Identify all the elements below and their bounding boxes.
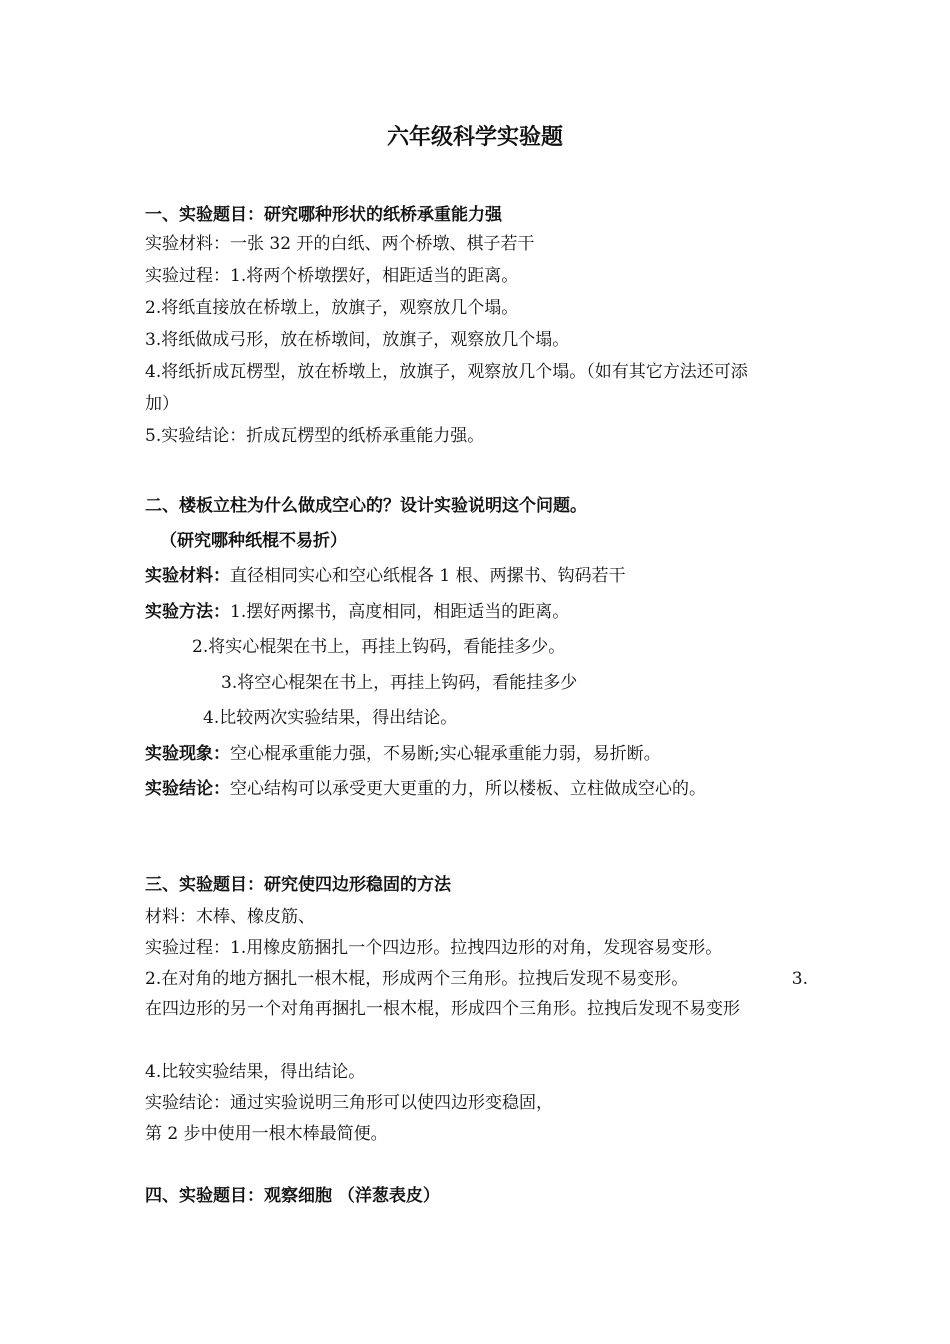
section-3-process: 实验过程：1.用橡皮筋捆扎一个四边形。拉拽四边形的对角，发现容易变形。	[145, 938, 723, 958]
section-1-materials: 实验材料：一张 32 开的白纸、两个桥墩、棋子若干	[145, 234, 535, 254]
section-3-step-4: 4.比较实验结果，得出结论。	[145, 1062, 366, 1082]
section-1-step-2: 2.将纸直接放在桥墩上，放旗子，观察放几个塌。	[145, 298, 519, 318]
section-2-subheading: （研究哪种纸棍不易折）	[160, 531, 347, 551]
method-label: 实验方法：	[145, 602, 230, 622]
section-1-heading: 一、实验题目：研究哪种形状的纸桥承重能力强	[145, 205, 502, 225]
section-1-step-4-cont: 加）	[145, 394, 179, 414]
section-2-conclusion	[145, 777, 706, 801]
section-3-step-3-number: 3.	[791, 969, 808, 989]
section-2-heading: 二、楼板立柱为什么做成空心的？设计实验说明这个问题。	[145, 496, 587, 516]
section-2-materials	[145, 564, 626, 588]
section-3-step-2	[145, 967, 808, 991]
section-1-step-5: 5.实验结论：折成瓦楞型的纸桥承重能力强。	[145, 426, 485, 446]
section-2-method	[145, 600, 569, 624]
conclusion-text: 空心结构可以承受更大更重的力，所以楼板、立柱做成空心的。	[230, 779, 706, 799]
section-2-phenomenon	[145, 742, 661, 766]
phenomenon-text: 空心棍承重能力强，不易断;实心辊承重能力弱，易折断。	[230, 744, 661, 764]
materials-text: 直径相同实心和空心纸棍各 1 根、两摞书、钩码若干	[230, 566, 626, 586]
method-text: 1.摆好两摞书，高度相同，相距适当的距离。	[230, 602, 570, 622]
section-3-materials: 材料：木棒、橡皮筋、	[145, 907, 315, 927]
section-3-step-3: 在四边形的另一个对角再捆扎一根木棍，形成四个三角形。拉拽后发现不易变形	[145, 999, 740, 1019]
section-1-process: 实验过程：1.将两个桥墩摆好，相距适当的距离。	[145, 266, 519, 286]
section-3-conclusion-cont: 第 2 步中使用一根木棒最简便。	[145, 1124, 388, 1144]
conclusion-label: 实验结论：	[145, 779, 230, 799]
phenomenon-label: 实验现象：	[145, 744, 230, 764]
section-2-step-4: 4.比较两次实验结果，得出结论。	[203, 708, 458, 728]
section-1-step-3: 3.将纸做成弓形，放在桥墩间，放旗子，观察放几个塌。	[145, 330, 570, 350]
section-3-heading: 三、实验题目：研究使四边形稳固的方法	[145, 875, 451, 895]
page-title: 六年级科学实验题	[386, 124, 563, 150]
section-3-step-2-text: 2.在对角的地方捆扎一根木棍，形成两个三角形。拉拽后发现不易变形。	[145, 969, 689, 989]
materials-label: 实验材料：	[145, 566, 230, 586]
section-2-step-3: 3.将空心棍架在书上，再挂上钩码，看能挂多少	[221, 673, 578, 693]
section-4-heading: 四、实验题目：观察细胞 （洋葱表皮）	[145, 1186, 440, 1206]
section-1-step-4: 4.将纸折成瓦楞型，放在桥墩上，放旗子，观察放几个塌。（如有其它方法还可添	[145, 362, 748, 382]
section-2-step-2: 2.将实心棍架在书上，再挂上钩码，看能挂多少。	[192, 637, 566, 657]
section-3-conclusion: 实验结论：通过实验说明三角形可以使四边形变稳固，	[145, 1093, 553, 1113]
